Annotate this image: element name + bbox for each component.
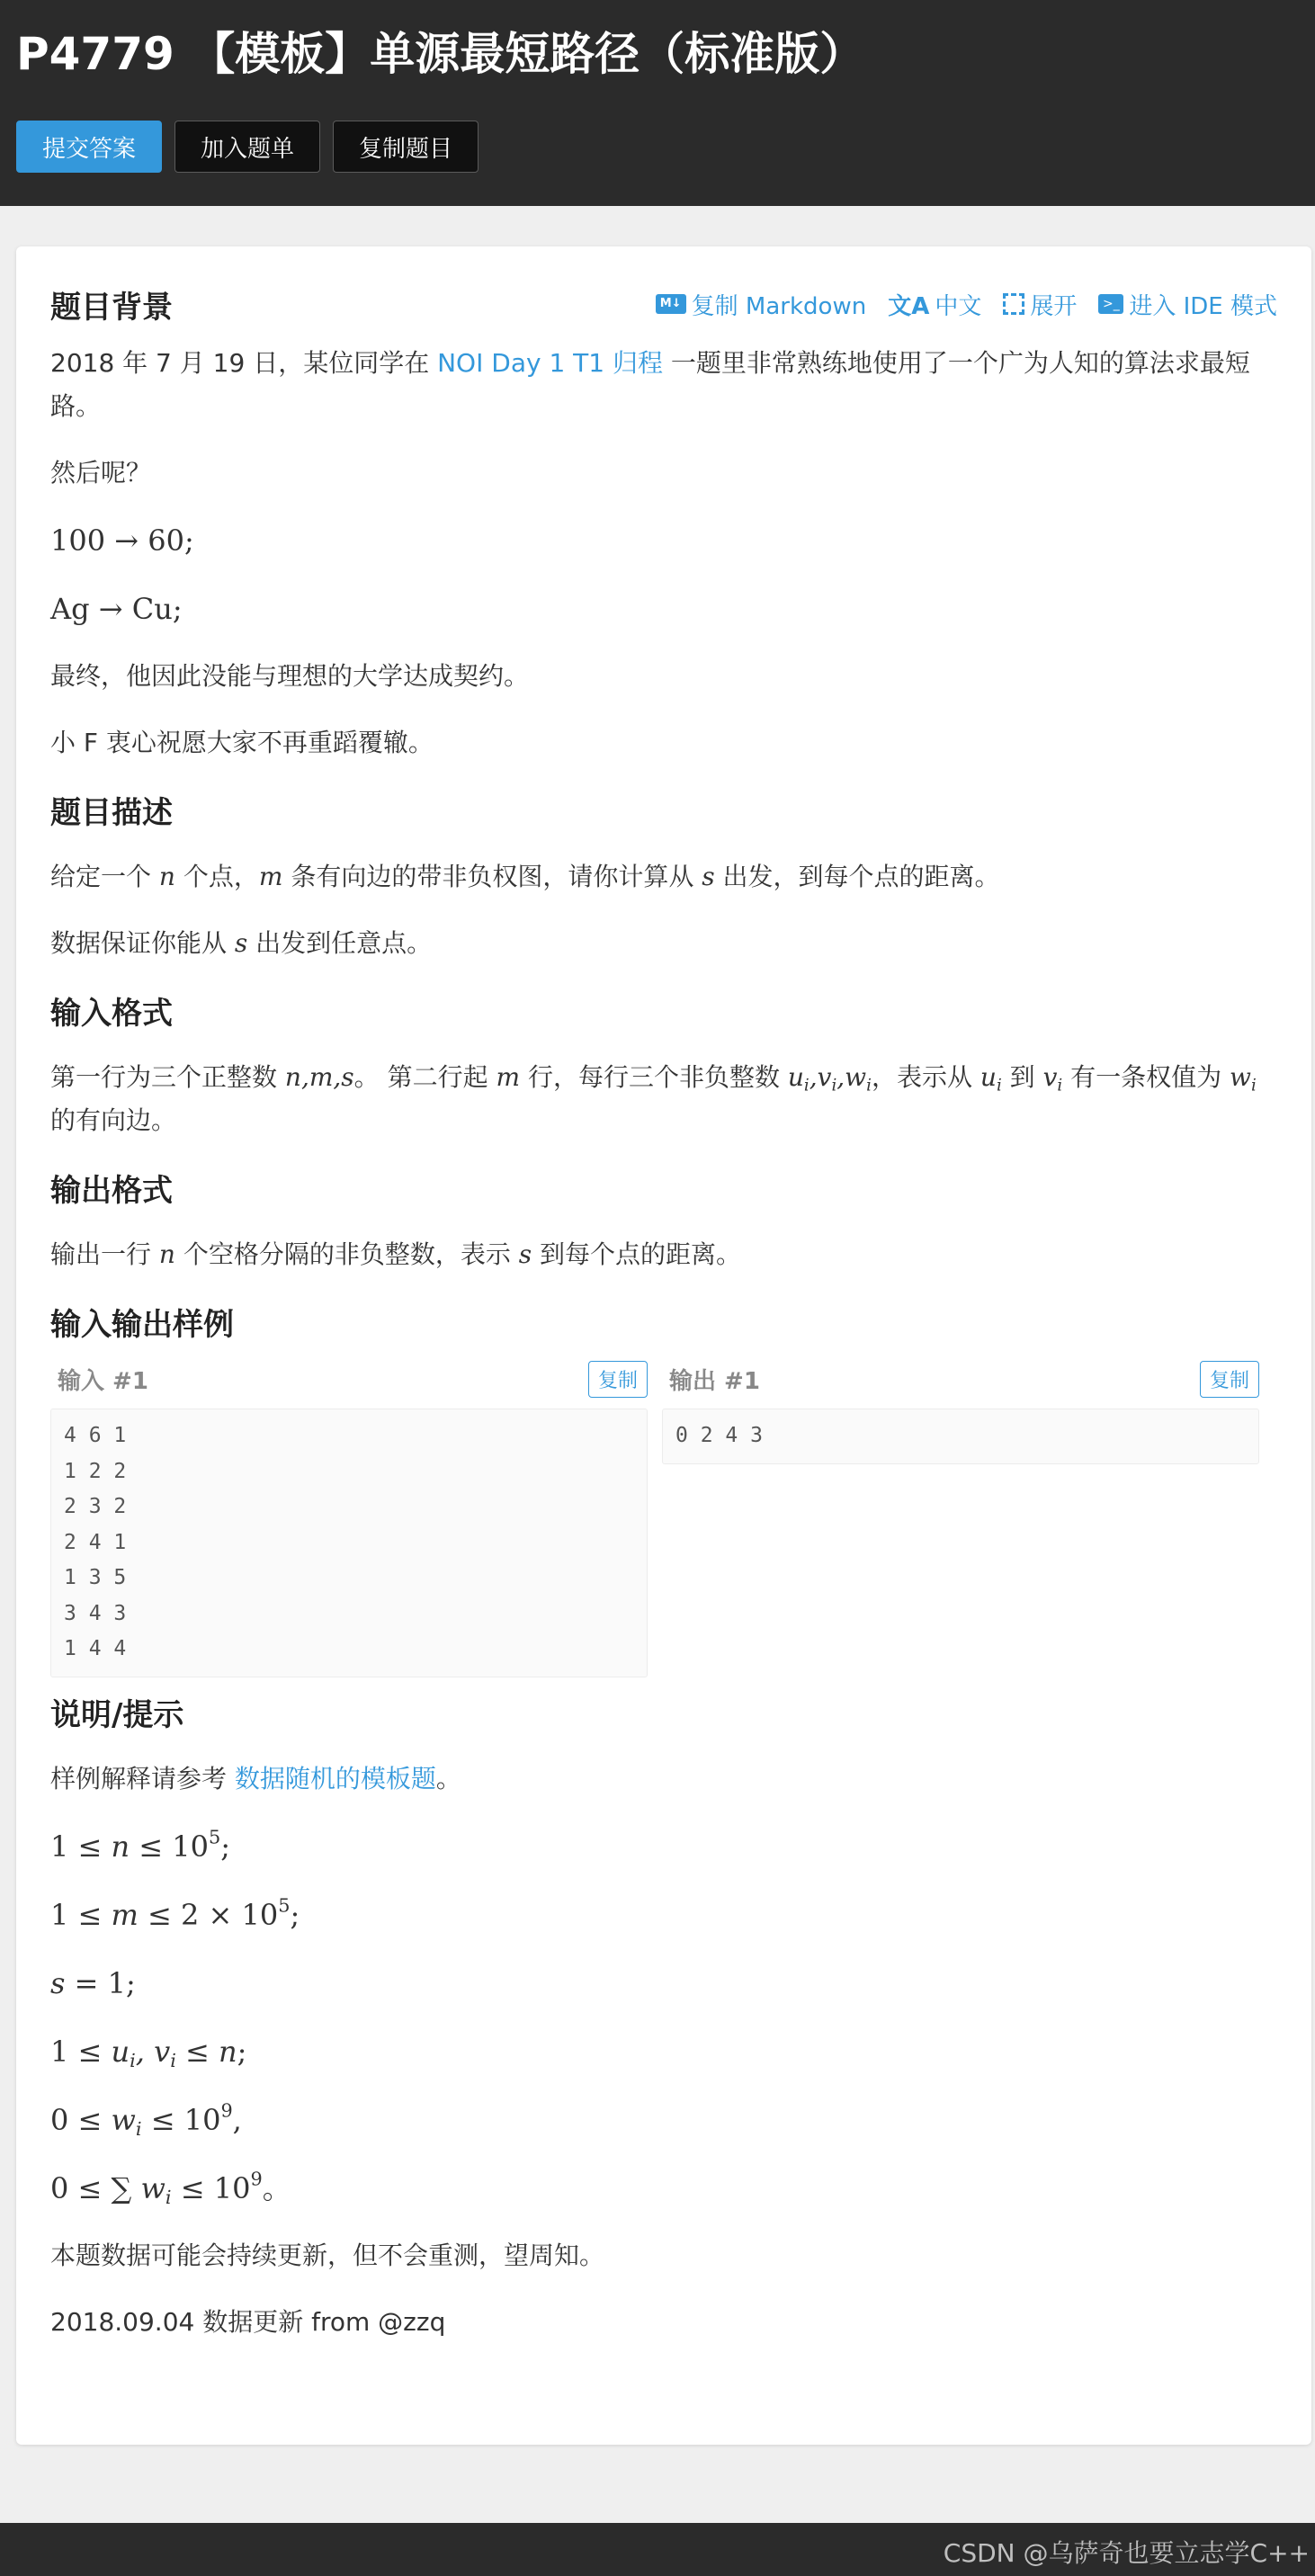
background-paragraph-6: 小 F 衷心祝愿大家不再重蹈覆辙。 xyxy=(50,728,434,757)
sample-input-code xyxy=(50,1409,648,1677)
footer-bar xyxy=(0,2523,1315,2576)
input-format-heading: 输入格式 xyxy=(50,996,173,1032)
terminal-icon: >_ xyxy=(1098,294,1123,314)
copy-output-button[interactable]: 复制 xyxy=(1200,1361,1259,1398)
samples-container xyxy=(50,1356,1277,1677)
action-buttons xyxy=(16,121,479,173)
code-line: 3 4 3 xyxy=(64,1601,127,1625)
ide-mode-button[interactable] xyxy=(1098,288,1277,321)
expand-icon xyxy=(1003,293,1024,315)
top-bar xyxy=(0,0,1315,206)
copy-problem-button[interactable]: 复制题目 xyxy=(333,121,479,173)
code-line: 1 2 2 xyxy=(64,1459,127,1483)
sample-output xyxy=(662,1356,1259,1677)
description-heading: 题目描述 xyxy=(50,795,173,831)
noi-link[interactable]: NOI Day 1 T1 归程 xyxy=(437,348,663,378)
language-button[interactable] xyxy=(888,288,981,321)
add-to-list-button[interactable]: 加入题单 xyxy=(174,121,320,173)
csdn-watermark: CSDN @乌萨奇也要立志学C++ xyxy=(943,2538,1310,2568)
random-template-link[interactable]: 数据随机的模板题 xyxy=(234,1763,436,1793)
hint-heading: 说明/提示 xyxy=(50,1696,184,1733)
markdown-icon: M↓ xyxy=(656,294,686,314)
constraint-sum-w: 0 ≤ ∑ $w_i \le 10^9$。 xyxy=(50,2167,291,2208)
background-heading: 题目背景 xyxy=(50,289,173,326)
samples-heading: 输入输出样例 xyxy=(50,1307,234,1343)
copy-markdown-button[interactable] xyxy=(656,288,867,321)
page-title: P4779 【模板】单源最短路径（标准版） xyxy=(16,28,865,80)
ide-mode-label: 进入 IDE 模式 xyxy=(1129,292,1277,320)
background-paragraph-1: 2018 年 7 月 19 日，某位同学在 NOI Day 1 T1 归程 一题里非常熟练地使用了一个广为人知的算法求最短路。 xyxy=(50,348,1250,421)
output-format-paragraph: 输出一行 n 个空格分隔的非负整数，表示 s 到每个点的距离。 xyxy=(50,1239,742,1269)
code-line: 1 4 4 xyxy=(64,1637,127,1660)
sample-input xyxy=(50,1356,648,1677)
problem-toolbar xyxy=(656,288,1277,321)
code-line: 4 6 1 xyxy=(64,1424,127,1447)
input-format-paragraph: 第一行为三个正整数 n,m,s。 第二行起 m 行，每行三个非负整数 $u_i,v_i,w_i$，表示从 $u_i$ 到 $v_i$ 有一条权值为 $w_i$ 的有向边。 xyxy=(50,1062,1257,1135)
hint-update: 2018.09.04 数据更新 from @zzq xyxy=(50,2306,446,2337)
expand-button[interactable] xyxy=(1003,288,1077,321)
constraint-m: $1 \le m \le 2 \times 10^5$; xyxy=(50,1893,300,1932)
description-paragraph-1: 给定一个 n 个点，m 条有向边的带非负权图，请你计算从 s 出发，到每个点的距离。 xyxy=(50,862,1000,891)
translate-icon: 文A xyxy=(888,292,930,320)
constraint-n: $1 \le n \le 10^5$; xyxy=(50,1825,231,1864)
hint-note: 本题数据可能会持续更新，但不会重测，望周知。 xyxy=(50,2240,605,2270)
formula-score: 100 → 60; xyxy=(50,523,194,558)
output-format-heading: 输出格式 xyxy=(50,1173,173,1209)
sample-output-label: 输出 #1 xyxy=(669,1367,760,1395)
description-paragraph-2: 数据保证你能从 s 出发到任意点。 xyxy=(50,928,433,958)
code-line: 2 3 2 xyxy=(64,1495,127,1518)
submit-button[interactable]: 提交答案 xyxy=(16,121,162,173)
copy-input-button[interactable]: 复制 xyxy=(588,1361,648,1398)
background-paragraph-2: 然后呢？ xyxy=(50,458,152,487)
code-line: 1 3 5 xyxy=(64,1566,127,1589)
language-label: 中文 xyxy=(935,292,982,320)
code-line: 0 2 4 3 xyxy=(675,1424,763,1447)
sample-output-code xyxy=(662,1409,1259,1464)
problem-card xyxy=(16,246,1311,2445)
background-paragraph-5: 最终，他因此没能与理想的大学达成契约。 xyxy=(50,661,530,691)
sample-input-label: 输入 #1 xyxy=(58,1367,148,1395)
formula-medal: Ag → Cu; xyxy=(50,592,183,626)
background-heading-row xyxy=(50,277,1277,331)
hint-paragraph-1: 样例解释请参考 数据随机的模板题。 xyxy=(50,1763,461,1793)
code-line: 2 4 1 xyxy=(64,1530,127,1554)
expand-label: 展开 xyxy=(1030,292,1078,320)
constraint-w: $0 \le w_i \le 10^9$, xyxy=(50,2098,242,2140)
copy-markdown-label: 复制 Markdown xyxy=(691,292,867,320)
constraint-s: s = 1; xyxy=(50,1965,136,2000)
constraint-uv: $1 \le u_i$, $v_i \le n$; xyxy=(50,2034,247,2071)
